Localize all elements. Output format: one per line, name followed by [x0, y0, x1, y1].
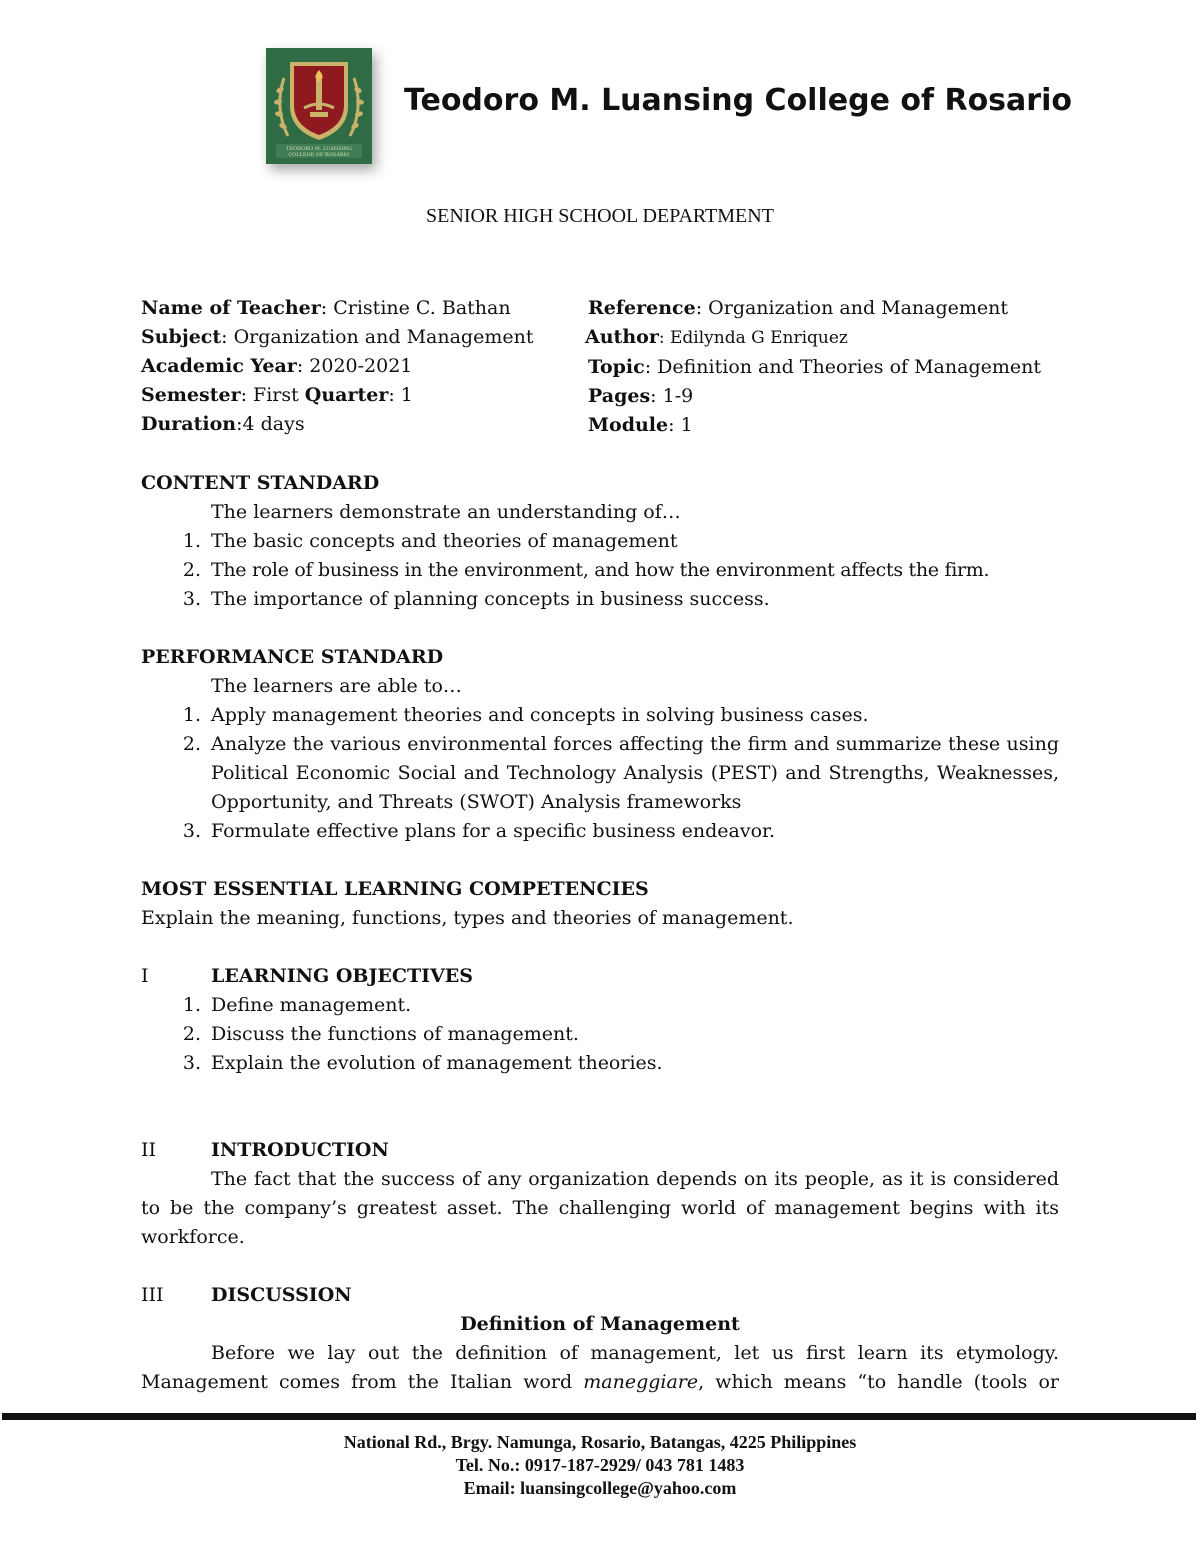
- academic-year-row: [141, 352, 588, 381]
- academic-year-value: : 2020-2021: [296, 355, 413, 377]
- duration-label: Duration: [141, 413, 237, 435]
- section-numeral: III: [141, 1284, 164, 1306]
- content-standard-intro: The learners demonstrate an understanding of…: [211, 501, 681, 523]
- subject-row: [141, 323, 588, 352]
- list-item: [141, 585, 1059, 614]
- list-text: Define management.: [211, 994, 412, 1016]
- melc-text: Explain the meaning, functions, types and theories of management.: [141, 907, 794, 929]
- academic-year-label: Academic Year: [141, 355, 297, 377]
- svg-text:TEODORO M. LUANSING: TEODORO M. LUANSING: [286, 146, 352, 152]
- college-logo: [266, 48, 372, 164]
- list-text: Explain the evolution of management theories.: [211, 1052, 663, 1074]
- topic-row: [588, 353, 1058, 382]
- performance-standard-heading: PERFORMANCE STANDARD: [141, 646, 444, 668]
- author-row: [585, 323, 1058, 353]
- discussion-paragraph: [141, 1339, 1059, 1397]
- section-numeral: I: [141, 965, 149, 987]
- section-numeral: II: [141, 1139, 157, 1161]
- spacer: [141, 1078, 1059, 1107]
- content-standard-heading: CONTENT STANDARD: [141, 472, 380, 494]
- objectives-list: [141, 991, 1059, 1078]
- discussion-text-after: , which means “to handle (tools or: [698, 1371, 1059, 1393]
- list-text: Discuss the functions of management.: [211, 1023, 579, 1045]
- discussion-text-before: Before we lay out the definition of management, let us first learn its etymology. Management comes from the Italian word: [141, 1342, 1059, 1393]
- teacher-value: : Cristine C. Bathan: [320, 297, 511, 319]
- list-text: Analyze the various environmental forces affecting the firm and summarize these using Political Economic Social and Technology Analysis (PEST) and Strengths, Weaknesses, Opportunity, and Threats (SWOT) Analysis frameworks: [211, 733, 1059, 813]
- footer-divider: [2, 1413, 1196, 1420]
- semester-value: : First: [240, 384, 305, 406]
- footer-tel: Tel. No.: 0917-187-2929/ 043 781 1483: [455, 1455, 745, 1475]
- module-label: Module: [588, 414, 669, 436]
- list-number: 3.: [182, 820, 201, 842]
- semester-label: Semester: [141, 384, 241, 406]
- footer-email: Email: luansingcollege@yahoo.com: [463, 1478, 737, 1498]
- section-title: INTRODUCTION: [211, 1139, 389, 1161]
- list-item: [141, 701, 1059, 730]
- list-item: [141, 817, 1059, 846]
- list-item: [141, 991, 1059, 1020]
- list-text: The role of business in the environment, and how the environment affects the firm.: [211, 559, 990, 581]
- pages-label: Pages: [588, 385, 651, 407]
- topic-label: Topic: [588, 356, 645, 378]
- performance-standard-intro: The learners are able to…: [211, 675, 462, 697]
- pages-row: [588, 382, 1058, 411]
- list-number: 2.: [182, 559, 201, 581]
- list-number: 2.: [182, 733, 201, 755]
- module-row: [588, 411, 1058, 440]
- list-text: The basic concepts and theories of management: [211, 530, 678, 552]
- topic-value: : Definition and Theories of Management: [644, 356, 1041, 378]
- list-number: 1.: [182, 530, 201, 552]
- list-item: [141, 556, 1059, 585]
- introduction-paragraph: The fact that the success of any organization depends on its people, as it is considered to be the company’s greatest asset. The challenging world of management begins with its workforce.: [141, 1168, 1059, 1248]
- list-number: 1.: [182, 994, 201, 1016]
- svg-text:COLLEGE OF ROSARIO: COLLEGE OF ROSARIO: [288, 152, 350, 158]
- quarter-value: : 1: [388, 384, 413, 406]
- reference-label: Reference: [588, 297, 696, 319]
- section-title: LEARNING OBJECTIVES: [211, 965, 474, 987]
- pages-value: : 1-9: [650, 385, 694, 407]
- discussion-italic-word: maneggiare: [583, 1371, 699, 1393]
- list-number: 3.: [182, 1052, 201, 1074]
- author-label: Author: [585, 326, 659, 348]
- reference-row: [588, 294, 1058, 323]
- footer-address: National Rd., Brgy. Namunga, Rosario, Batangas, 4225 Philippines: [343, 1432, 857, 1452]
- list-text: Formulate effective plans for a specific business endeavor.: [211, 820, 776, 842]
- list-item: [141, 527, 1059, 556]
- list-number: 2.: [182, 1023, 201, 1045]
- college-title: Teodoro M. Luansing College of Rosario: [404, 83, 1072, 118]
- list-item: [141, 1049, 1059, 1078]
- quarter-label: Quarter: [304, 384, 389, 406]
- module-value: : 1: [668, 414, 693, 436]
- list-item: [141, 730, 1059, 817]
- subject-value: : Organization and Management: [221, 326, 534, 348]
- list-number: 1.: [182, 704, 201, 726]
- reference-value: : Organization and Management: [695, 297, 1009, 319]
- content-standard-list: [141, 527, 1059, 614]
- melc-heading: MOST ESSENTIAL LEARNING COMPETENCIES: [141, 878, 649, 900]
- section-title: DISCUSSION: [211, 1284, 352, 1306]
- objectives-heading: [141, 962, 1059, 991]
- semester-row: [141, 381, 588, 410]
- document-body: [141, 294, 1059, 1397]
- definition-subheading: Definition of Management: [460, 1313, 740, 1335]
- duration-row: [141, 410, 588, 439]
- author-value: : Edilynda G Enriquez: [658, 328, 848, 348]
- discussion-heading: [141, 1281, 1059, 1310]
- page-footer: [0, 1431, 1200, 1500]
- department-heading: SENIOR HIGH SCHOOL DEPARTMENT: [426, 205, 774, 227]
- subject-label: Subject: [141, 326, 222, 348]
- duration-value: :4 days: [236, 413, 305, 435]
- course-info-right: [585, 294, 1058, 440]
- list-item: [141, 1020, 1059, 1049]
- list-number: 3.: [182, 588, 201, 610]
- teacher-row: [141, 294, 588, 323]
- introduction-heading: [141, 1136, 1059, 1165]
- course-info-left: [141, 294, 588, 440]
- course-info: [141, 294, 1059, 440]
- list-text: Apply management theories and concepts in solving business cases.: [211, 704, 869, 726]
- teacher-label: Name of Teacher: [141, 297, 321, 319]
- performance-standard-list: [141, 701, 1059, 846]
- list-text: The importance of planning concepts in business success.: [211, 588, 770, 610]
